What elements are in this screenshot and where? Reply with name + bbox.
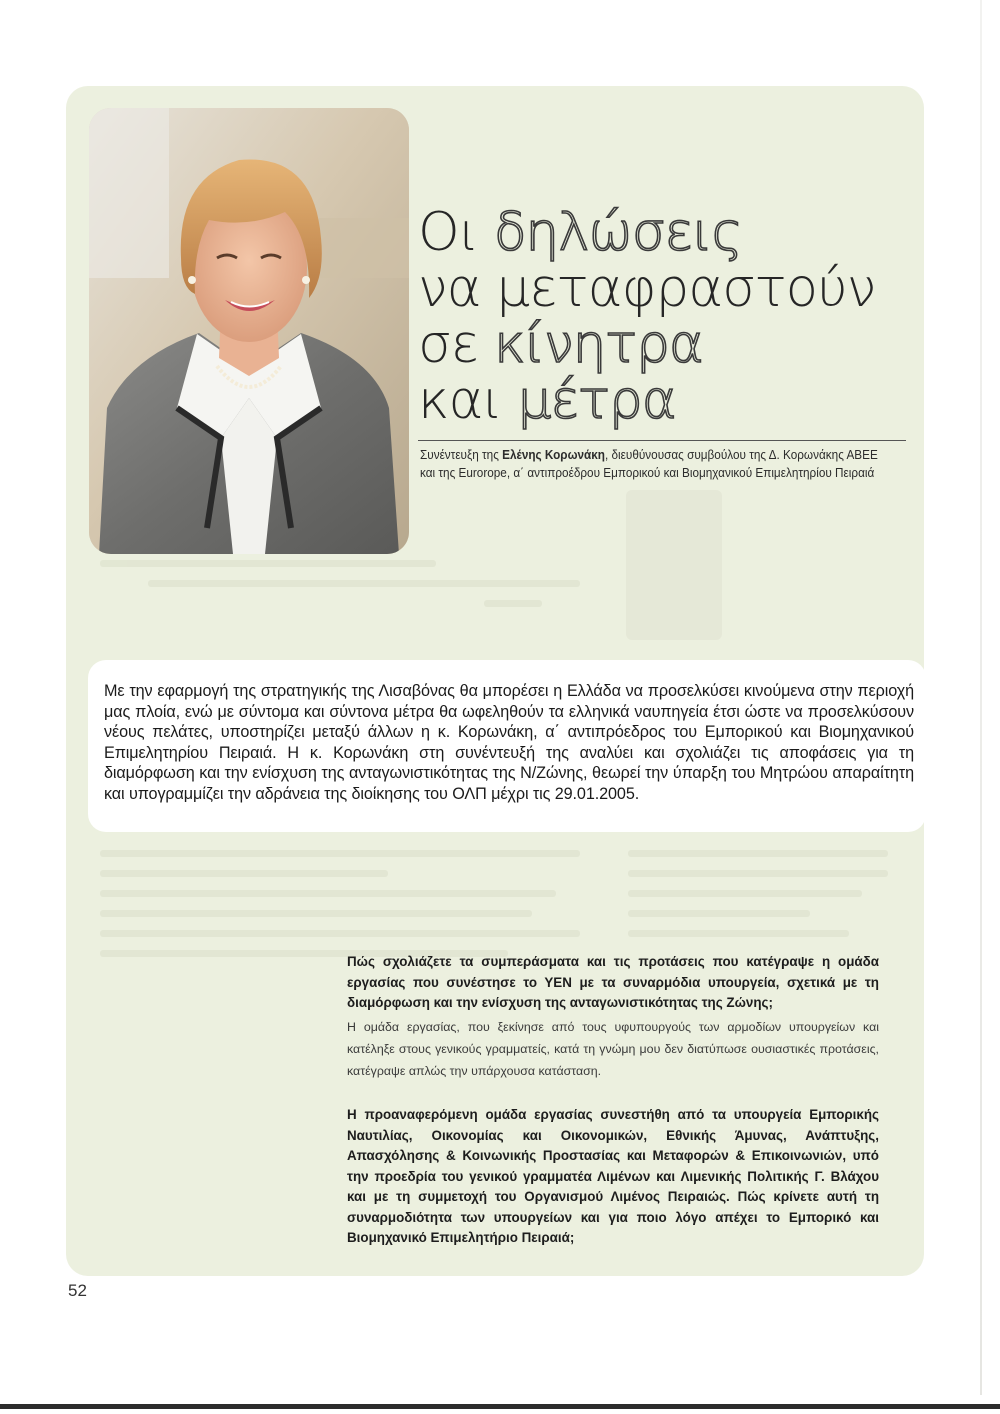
title-line: σε κίνητρα — [418, 314, 703, 375]
title-line: και μέτρα — [418, 370, 676, 431]
interview-question: Η προαναφερόμενη ομάδα εργασίας συνεστήθη από τα υπουργεία Εμπορικής Ναυτιλίας, Οικονομίας και Οικονομικών, Εθνικής Άμυνας, Ανάπτυξης, Απασχόλησης & Κοινωνικής Προστασίας και Μεταφορών & Επικοινωνιών, υπό την προεδρία του γενικού γραμματέα Λιμένων και Λιμενικής Πολιτικής Γ. Βλάχου και με τη συμμετοχή του Οργανισμού Λιμένος Πειραιώς. Πώς κρίνετε αυτή τη συναρμοδιότητα των υπουργείων και για ποιο λόγο απέχει το Εμπορικό και Βιομηχανικό Επιμελητήριο Πειραιά; — [347, 1107, 879, 1245]
qa-item — [347, 1105, 879, 1249]
article-title — [418, 202, 876, 431]
print-through-shadow — [626, 490, 722, 640]
interview-answer: Η ομάδα εργασίας, που ξεκίνησε από τους υφυπουργούς των αρμοδίων υπουργείων και κατέληξε στους γενικούς γραμματείς, κατά τη γνώμη μου δεν διατύπωσε ουσιαστικές προτάσεις, κατέγραψε απλώς την υπάρχουσα κατάσταση. — [347, 1019, 879, 1078]
title-line: να μεταφραστούν — [418, 258, 876, 319]
interviewee-name: Ελένης Κορωνάκη — [502, 448, 605, 462]
portrait-photo — [89, 108, 409, 554]
byline-divider — [418, 440, 906, 441]
lead-paragraph: Με την εφαρμογή της στρατηγικής της Λισαβόνας θα μπορέσει η Ελλάδα να προσελκύσει κινούμενα στην περιοχή μας πλοία, ενώ με σύντομα και σύντονα μέτρα θα ωφεληθούν τα ελληνικά ναυπηγεία έτσι ώστε να προσελκύσουν νέους πελάτες, υποστηρίζει μεταξύ άλλων η κ. Κορωνάκη, α΄ αντιπρόεδρος του Εμπορικού και Βιομηχανικού Επιμελητηρίου Πειραιά. Η κ. Κορωνάκη στη συνέντευξή της αναλύει και σχολιάζει τις αποφάσεις για τη διαμόρφωση και την ενίσχυση της ανταγωνιστικότητας της Ν/Ζώνης, θεωρεί την ύπαρξη του Μητρώου απαραίτητη και υπογραμμίζει την αδράνεια της διοίκησης του ΟΛΠ μέχρι τις 29.01.2005. — [104, 682, 914, 803]
page-number: 52 — [68, 1281, 87, 1300]
interview-question: Πώς σχολιάζετε τα συμπεράσματα και τις προτάσεις που κατέγραψε η ομάδα εργασίας που συνέστησε το ΥΕΝ με τα συναρμόδια υπουργεία, σχετικά με τη διαμόρφωση και την ενίσχυση της ανταγωνιστικότητας της Ζώνης; — [347, 954, 879, 1010]
byline: Συνέντευξη της Ελένης Κορωνάκη, διευθύνουσας συμβούλου της Δ. Κορωνάκης ΑΒΕΕ και της Eurorope, α΄ αντιπροέδρου Εμπορικού και Βιομηχανικού Επιμελητηρίου Πειραιά — [420, 448, 878, 480]
title-line: Οι δηλώσεις — [418, 202, 742, 263]
qa-item — [347, 952, 879, 1082]
print-through-lines — [628, 850, 888, 950]
page-edge — [980, 0, 982, 1395]
bottom-rule — [0, 1404, 1000, 1409]
print-through-lines — [100, 560, 580, 620]
